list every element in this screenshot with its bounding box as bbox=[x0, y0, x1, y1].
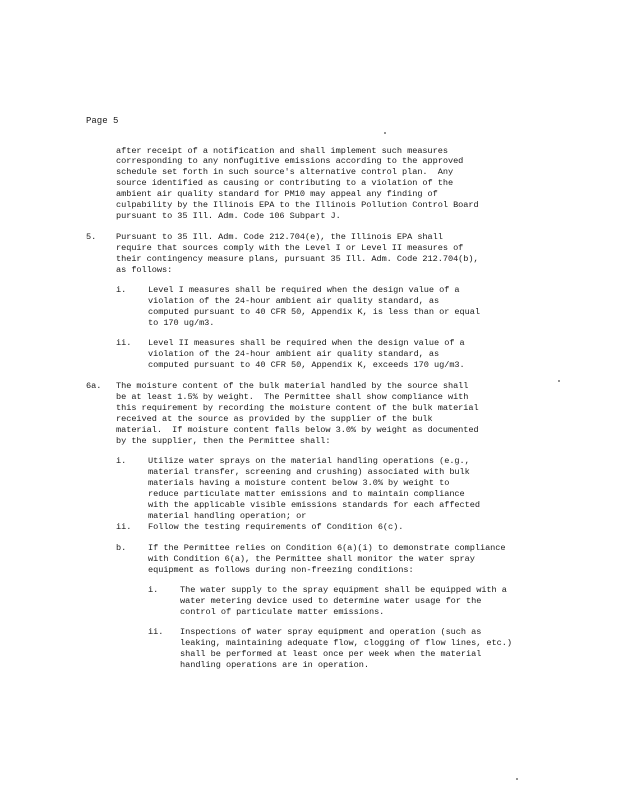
paragraph-marker: ii. bbox=[148, 627, 164, 637]
text-line: Level II measures shall be required when the design value of a bbox=[148, 338, 465, 348]
text-line: be at least 1.5% by weight. The Permittee shall show compliance with bbox=[116, 392, 469, 402]
scan-speck bbox=[516, 778, 518, 780]
text-line: The moisture content of the bulk material handled by the source shall bbox=[116, 381, 469, 391]
paragraph-marker: i. bbox=[116, 285, 127, 295]
text-line: schedule set forth in such source's alternative control plan. Any bbox=[116, 167, 454, 177]
paragraph-marker: 5. bbox=[86, 232, 97, 242]
text-line: corresponding to any nonfugitive emissions according to the approved bbox=[116, 156, 464, 166]
text-line: ambient air quality standard for PM10 may appeal any finding of bbox=[116, 189, 438, 199]
text-line: shall be performed at least once per week when the material bbox=[180, 649, 482, 659]
text-line: violation of the 24-hour ambient air quality standard, as bbox=[148, 349, 440, 359]
text-line: material handling operation; or bbox=[148, 511, 307, 521]
text-line: with Condition 6(a), the Permittee shall monitor the water spray bbox=[148, 554, 475, 564]
paragraph-marker: ii. bbox=[116, 338, 132, 348]
text-line: material transfer, screening and crushing) associated with bulk bbox=[148, 467, 470, 477]
text-line: control of particulate matter emissions. bbox=[180, 607, 385, 617]
text-line: this requirement by recording the moisture content of the bulk material bbox=[116, 403, 479, 413]
scan-speck bbox=[384, 132, 386, 134]
text-line: If the Permittee relies on Condition 6(a)(i) to demonstrate compliance bbox=[148, 543, 506, 553]
text-line: Utilize water sprays on the material handling operations (e.g., bbox=[148, 456, 470, 466]
text-line: material. If moisture content falls below 3.0% by weight as documented bbox=[116, 425, 479, 435]
text-line: by the supplier, then the Permittee shall: bbox=[116, 436, 331, 446]
text-line: computed pursuant to 40 CFR 50, Appendix K, is less than or equal bbox=[148, 307, 480, 317]
text-line: as follows: bbox=[116, 265, 173, 275]
paragraph-marker: b. bbox=[116, 543, 127, 553]
text-line: reduce particulate matter emissions and to maintain compliance bbox=[148, 489, 465, 499]
text-line: handling operations are in operation. bbox=[180, 660, 369, 670]
text-line: their contingency measure plans, pursuant 35 Ill. Adm. Code 212.704(b), bbox=[116, 254, 479, 264]
text-line: The water supply to the spray equipment shall be equipped with a bbox=[180, 585, 507, 595]
text-line: Level I measures shall be required when the design value of a bbox=[148, 285, 460, 295]
paragraph-marker: 6a. bbox=[86, 381, 102, 391]
text-line: source identified as causing or contributing to a violation of the bbox=[116, 178, 454, 188]
text-line: culpability by the Illinois EPA to the Illinois Pollution Control Board bbox=[116, 200, 479, 210]
text-line: materials having a moisture content below 3.0% by weight to bbox=[148, 478, 450, 488]
text-line: Follow the testing requirements of Condition 6(c). bbox=[148, 522, 404, 532]
text-line: pursuant to 35 Ill. Adm. Code 106 Subpart J. bbox=[116, 211, 341, 221]
paragraph-marker: i. bbox=[116, 456, 127, 466]
text-line: to 170 ug/m3. bbox=[148, 318, 215, 328]
text-line: equipment as follows during non-freezing conditions: bbox=[148, 565, 414, 575]
text-line: violation of the 24-hour ambient air quality standard, as bbox=[148, 296, 440, 306]
text-line: leaking, maintaining adequate flow, clogging of flow lines, etc.) bbox=[180, 638, 512, 648]
text-line: received at the source as provided by the supplier of the bulk bbox=[116, 414, 433, 424]
text-line: require that sources comply with the Level I or Level II measures of bbox=[116, 243, 464, 253]
scan-speck bbox=[558, 380, 560, 382]
paragraph-marker: i. bbox=[148, 585, 159, 595]
text-line: Inspections of water spray equipment and operation (such as bbox=[180, 627, 482, 637]
text-line: computed pursuant to 40 CFR 50, Appendix K, exceeds 170 ug/m3. bbox=[148, 360, 465, 370]
page-label: Page 5 bbox=[86, 116, 119, 126]
text-line: water metering device used to determine water usage for the bbox=[180, 596, 482, 606]
text-line: after receipt of a notification and shall implement such measures bbox=[116, 146, 448, 156]
text-line: with the applicable visible emissions standards for each affected bbox=[148, 500, 480, 510]
text-line: Pursuant to 35 Ill. Adm. Code 212.704(e), the Illinois EPA shall bbox=[116, 232, 443, 242]
paragraph-marker: ii. bbox=[116, 522, 132, 532]
